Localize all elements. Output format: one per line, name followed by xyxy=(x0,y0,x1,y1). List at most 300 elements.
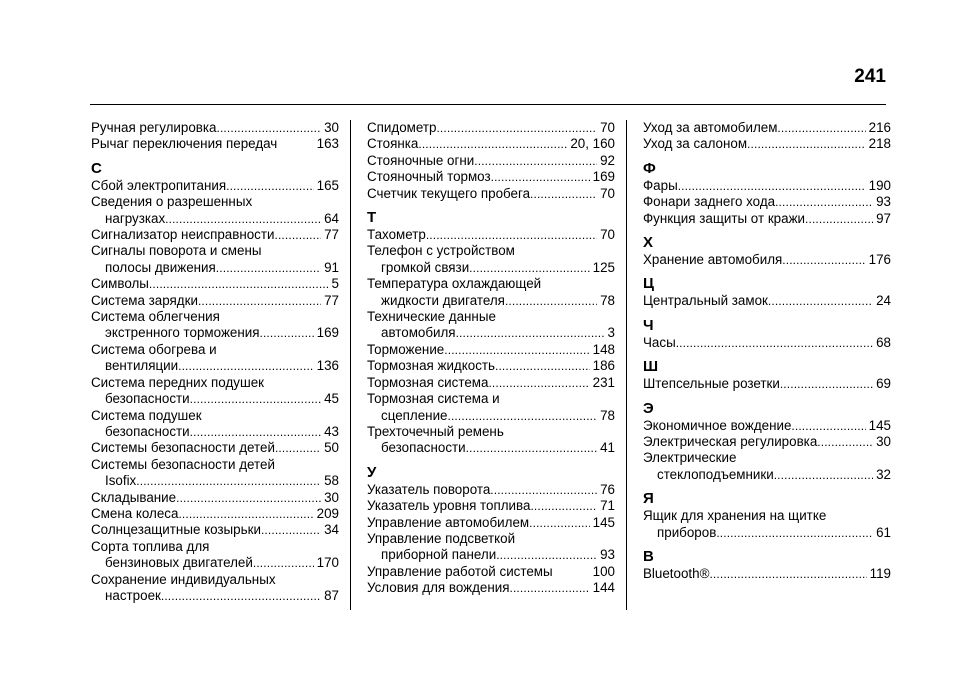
index-entry xyxy=(91,178,339,194)
entry-page: 70 xyxy=(600,120,615,135)
dot-leader xyxy=(217,120,322,136)
entry-term: Трехточечный ремень xyxy=(367,423,504,439)
entry-line xyxy=(367,564,615,580)
entry-term: Сбой электропитания xyxy=(91,177,227,193)
entry-term: Рычаг переключения передач xyxy=(91,136,278,152)
entry-term: Символы xyxy=(91,276,149,292)
index-entry xyxy=(643,566,891,582)
entry-term: приборов xyxy=(657,524,717,540)
entry-page: 119 xyxy=(869,566,891,582)
dot-leader xyxy=(780,376,873,392)
entry-page: 43 xyxy=(324,423,339,439)
entry-page: 70 xyxy=(600,227,615,243)
entry-page: 71 xyxy=(600,498,615,514)
entry-page: 231 xyxy=(592,374,615,390)
entry-page: 87 xyxy=(324,587,339,603)
index-entry xyxy=(91,506,339,522)
entry-line xyxy=(643,178,891,194)
entry-line xyxy=(91,227,339,243)
section-letter: У xyxy=(367,463,377,481)
entry-page: 77 xyxy=(324,292,339,308)
entry-term: Экономичное вождение xyxy=(643,417,792,433)
dot-leader xyxy=(259,325,313,341)
entry-line xyxy=(91,457,339,473)
section-letter: Ф xyxy=(643,159,656,177)
entry-term: Условия для вождения xyxy=(367,580,510,596)
entry-page: 186 xyxy=(592,358,615,374)
index-entry xyxy=(367,515,615,531)
entry-term: бензиновых двигателей xyxy=(105,555,253,571)
entry-line xyxy=(91,490,339,506)
entry-line xyxy=(367,260,615,276)
entry-line xyxy=(367,309,615,325)
entry-page: 148 xyxy=(592,341,615,357)
dot-leader xyxy=(775,194,873,210)
entry-page: 30 xyxy=(324,489,339,505)
index-entry xyxy=(367,580,615,596)
entry-line xyxy=(643,418,891,434)
dot-leader xyxy=(190,424,321,440)
entry-page: 218 xyxy=(868,136,891,152)
entry-line xyxy=(367,227,615,243)
entry-line xyxy=(367,169,615,185)
index-entry xyxy=(91,522,339,538)
entry-page: 93 xyxy=(876,194,891,210)
section-letter: Ц xyxy=(643,275,654,293)
entry-term: Электрическая регулировка xyxy=(643,434,818,450)
entry-line xyxy=(643,434,891,450)
entry-term: Уход за салоном xyxy=(643,136,748,152)
entry-term: Функция защиты от кражи xyxy=(643,210,806,226)
entry-page: 165 xyxy=(316,177,339,193)
entry-line xyxy=(91,243,339,259)
dot-leader xyxy=(448,408,598,424)
entry-term: Телефон с устройством xyxy=(367,243,515,259)
index-entry xyxy=(367,564,615,580)
section-letter: Ч xyxy=(643,316,654,334)
entry-term: Тормозная система xyxy=(367,374,489,390)
entry-term: Isofix xyxy=(105,473,137,489)
entry-term: Система обогрева и xyxy=(91,341,217,357)
entry-term: Система подушек xyxy=(91,407,202,423)
entry-line xyxy=(367,186,615,202)
index-entry xyxy=(91,194,339,227)
entry-line xyxy=(91,506,339,522)
section-letter: Я xyxy=(643,490,654,508)
index-entry xyxy=(91,309,339,342)
entry-line xyxy=(367,424,615,440)
entry-term: Указатель поворота xyxy=(367,481,491,497)
index-entry xyxy=(643,293,891,309)
entry-term: полосы движения xyxy=(105,259,216,275)
entry-line xyxy=(367,358,615,374)
entry-line xyxy=(91,522,339,538)
entry-term: вентиляции xyxy=(105,358,179,374)
entry-term: Система облегчения xyxy=(91,309,220,325)
header-rule xyxy=(90,104,886,105)
entry-term: Часы xyxy=(643,334,676,350)
dot-leader xyxy=(176,490,321,506)
section-letter: С xyxy=(91,159,102,177)
entry-line xyxy=(643,508,891,524)
entry-line xyxy=(367,547,615,563)
entry-page: 30 xyxy=(324,120,339,135)
dot-leader xyxy=(488,375,589,391)
index-column-1 xyxy=(91,120,339,604)
index-entry xyxy=(91,342,339,375)
entry-term: Стояночный тормоз xyxy=(367,169,491,185)
entry-term: Стояночные огни xyxy=(367,152,475,168)
index-entry xyxy=(643,252,891,268)
index-entry xyxy=(367,498,615,514)
entry-term: Технические данные xyxy=(367,309,496,325)
index-entry xyxy=(643,178,891,194)
dot-leader xyxy=(261,522,321,538)
index-entry xyxy=(643,508,891,541)
dot-leader xyxy=(491,169,590,185)
entry-term: Электрические xyxy=(643,450,737,466)
entry-term: приборной панели xyxy=(381,547,497,563)
section-letter: Т xyxy=(367,209,377,227)
index-entry xyxy=(367,227,615,243)
entry-page: 61 xyxy=(876,524,891,540)
entry-line xyxy=(643,120,891,136)
dot-leader xyxy=(474,153,597,169)
index-column-2 xyxy=(367,120,615,597)
dot-leader xyxy=(426,227,597,243)
entry-term: Смена колеса xyxy=(91,505,179,521)
entry-line xyxy=(367,580,615,596)
entry-term: Ручная регулировка xyxy=(91,120,217,135)
entry-line xyxy=(91,391,339,407)
entry-page: 216 xyxy=(868,120,891,135)
entry-line xyxy=(367,342,615,358)
dot-leader xyxy=(418,136,567,152)
entry-page: 5 xyxy=(331,276,339,292)
entry-term: Системы безопасности детей xyxy=(91,456,275,472)
entry-line xyxy=(367,440,615,456)
entry-line xyxy=(91,276,339,292)
index-entry xyxy=(91,243,339,276)
index-entry xyxy=(91,227,339,243)
index-entry xyxy=(91,572,339,605)
entry-line xyxy=(643,293,891,309)
entry-term: Системы безопасности детей xyxy=(91,440,275,456)
index-entry xyxy=(91,408,339,441)
entry-term: Сорта топлива для xyxy=(91,538,210,554)
dot-leader xyxy=(190,391,321,407)
entry-page: 163 xyxy=(316,136,339,152)
section-letter: B xyxy=(643,548,654,566)
dot-leader xyxy=(530,498,597,514)
entry-term: Указатель уровня топлива xyxy=(367,498,531,514)
index-entry xyxy=(91,539,339,572)
entry-term: стеклоподъемники xyxy=(657,466,774,482)
entry-page: 170 xyxy=(316,555,339,571)
dot-leader xyxy=(777,120,865,136)
entry-line xyxy=(91,342,339,358)
entry-term: автомобиля xyxy=(381,325,456,341)
index-entry xyxy=(367,482,615,498)
section-letter: Х xyxy=(643,234,654,252)
entry-line xyxy=(367,243,615,259)
dot-leader xyxy=(509,580,589,596)
entry-line xyxy=(367,293,615,309)
entry-line xyxy=(643,252,891,268)
entry-term: безопасности xyxy=(105,391,190,407)
index-entry xyxy=(91,490,339,506)
entry-line xyxy=(643,467,891,483)
entry-term: Управление автомобилем xyxy=(367,514,530,530)
entry-line xyxy=(643,376,891,392)
entry-line xyxy=(91,473,339,489)
entry-line xyxy=(367,120,615,136)
entry-page: 45 xyxy=(324,391,339,407)
page-number: 241 xyxy=(854,66,886,87)
entry-term: Уход за автомобилем xyxy=(643,120,778,135)
entry-page: 32 xyxy=(876,466,891,482)
index-entry xyxy=(367,358,615,374)
entry-term: Сигнализатор неисправности xyxy=(91,227,275,243)
entry-page: 68 xyxy=(876,334,891,350)
index-entry xyxy=(91,293,339,309)
dot-leader xyxy=(678,178,866,194)
entry-term: Сведения о разрешенных xyxy=(91,194,253,210)
entry-term: громкой связи xyxy=(381,259,470,275)
entry-term: Тахометр xyxy=(367,227,426,243)
index-entry xyxy=(91,136,339,152)
entry-page: 50 xyxy=(324,440,339,456)
entry-term: экстренного торможения xyxy=(105,325,260,341)
entry-term: Система передних подушек xyxy=(91,374,265,390)
entry-term: Хранение автомобиля xyxy=(643,252,783,268)
entry-page: 100 xyxy=(592,563,615,579)
index-entry xyxy=(91,440,339,456)
entry-term: Торможение xyxy=(367,341,445,357)
entry-line xyxy=(643,211,891,227)
entry-page: 136 xyxy=(316,358,339,374)
entry-term: Спидометр xyxy=(367,120,437,135)
index-entry xyxy=(643,335,891,351)
index-entry xyxy=(91,457,339,490)
entry-line xyxy=(367,325,615,341)
dot-leader xyxy=(805,211,873,227)
entry-line xyxy=(91,309,339,325)
entry-page: 209 xyxy=(316,505,339,521)
entry-term: настроек xyxy=(105,587,161,603)
entry-line xyxy=(367,136,615,152)
entry-page: 77 xyxy=(324,227,339,243)
dot-leader xyxy=(226,178,314,194)
dot-leader xyxy=(774,467,873,483)
entry-term: безопасности xyxy=(105,423,190,439)
index-entry xyxy=(643,120,891,136)
entry-page: 24 xyxy=(876,293,891,309)
entry-line xyxy=(91,293,339,309)
entry-line xyxy=(367,391,615,407)
entry-term: Складывание xyxy=(91,489,177,505)
index-entry xyxy=(367,276,615,309)
entry-term: Центральный замок xyxy=(643,293,768,309)
entry-line xyxy=(643,525,891,541)
entry-line xyxy=(91,588,339,604)
index-entry xyxy=(91,120,339,136)
index-entry xyxy=(643,450,891,483)
entry-line xyxy=(91,194,339,210)
entry-line xyxy=(91,260,339,276)
entry-line xyxy=(367,408,615,424)
dot-leader xyxy=(178,358,314,374)
entry-term: Тормозная система и xyxy=(367,391,500,407)
dot-leader xyxy=(456,325,605,341)
dot-leader xyxy=(216,260,321,276)
index-entry xyxy=(367,136,615,152)
entry-page: 145 xyxy=(868,417,891,433)
entry-line xyxy=(643,194,891,210)
dot-leader xyxy=(817,434,873,450)
dot-leader xyxy=(165,211,321,227)
entry-line xyxy=(91,211,339,227)
entry-line xyxy=(91,325,339,341)
entry-term: жидкости двигателя xyxy=(381,292,505,308)
entry-page: 70 xyxy=(600,185,615,201)
entry-line xyxy=(91,572,339,588)
dot-leader xyxy=(496,547,597,563)
entry-line xyxy=(367,515,615,531)
entry-page: 169 xyxy=(316,325,339,341)
index-entry xyxy=(91,276,339,292)
entry-line xyxy=(91,555,339,571)
dot-leader xyxy=(768,293,873,309)
entry-page: 92 xyxy=(600,152,615,168)
column-divider xyxy=(626,120,627,610)
entry-page: 125 xyxy=(592,259,615,275)
entry-page: 91 xyxy=(324,259,339,275)
entry-page: 93 xyxy=(600,547,615,563)
dot-leader xyxy=(466,440,597,456)
entry-term: Ящик для хранения на щитке xyxy=(643,508,827,524)
entry-line xyxy=(367,531,615,547)
entry-page: 34 xyxy=(324,522,339,538)
entry-line xyxy=(91,136,339,152)
dot-leader xyxy=(161,588,321,604)
entry-line xyxy=(91,408,339,424)
index-entry xyxy=(643,194,891,210)
entry-line xyxy=(643,566,891,582)
entry-page: 190 xyxy=(868,177,891,193)
entry-page: 64 xyxy=(324,210,339,226)
index-entry xyxy=(367,120,615,136)
entry-term: Температура охлаждающей xyxy=(367,276,542,292)
index-entry xyxy=(367,153,615,169)
dot-leader xyxy=(505,293,597,309)
dot-leader xyxy=(716,525,873,541)
entry-term: Тормозная жидкость xyxy=(367,358,495,374)
entry-page: 58 xyxy=(324,473,339,489)
entry-term: Управление подсветкой xyxy=(367,530,516,546)
index-entry xyxy=(367,169,615,185)
dot-leader xyxy=(469,260,589,276)
entry-line xyxy=(91,120,339,136)
dot-leader xyxy=(275,440,321,456)
dot-leader xyxy=(275,227,322,243)
entry-line xyxy=(91,539,339,555)
entry-page: 3 xyxy=(607,325,615,341)
entry-term: Фары xyxy=(643,177,678,193)
entry-term: Управление работой системы xyxy=(367,563,553,579)
entry-term: Сохранение индивидуальных xyxy=(91,571,276,587)
dot-leader xyxy=(709,566,866,582)
index-entry xyxy=(643,136,891,152)
index-entry xyxy=(367,186,615,202)
index-entry xyxy=(643,211,891,227)
dot-leader xyxy=(529,515,590,531)
entry-line xyxy=(367,153,615,169)
entry-line xyxy=(367,375,615,391)
entry-line xyxy=(91,375,339,391)
dot-leader xyxy=(747,136,866,152)
index-entry xyxy=(643,418,891,434)
entry-line xyxy=(91,424,339,440)
index-entry xyxy=(91,375,339,408)
entry-term: Bluetooth® xyxy=(643,566,710,582)
entry-page: 145 xyxy=(592,514,615,530)
entry-term: Фонари заднего хода xyxy=(643,194,776,210)
entry-term: Система зарядки xyxy=(91,292,198,308)
index-entry xyxy=(367,342,615,358)
dot-leader xyxy=(791,418,865,434)
entry-term: Счетчик текущего пробега xyxy=(367,185,531,201)
index-entry xyxy=(367,531,615,564)
dot-leader xyxy=(444,342,589,358)
entry-page: 30 xyxy=(876,434,891,450)
dot-leader xyxy=(178,506,313,522)
entry-term: безопасности xyxy=(381,440,466,456)
entry-term: Стоянка xyxy=(367,136,419,152)
entry-page: 20, 160 xyxy=(570,136,615,152)
entry-line xyxy=(643,335,891,351)
index-entry xyxy=(367,391,615,424)
entry-term: сцепление xyxy=(381,407,448,423)
dot-leader xyxy=(136,473,321,489)
section-letter: Э xyxy=(643,399,654,417)
index-column-3 xyxy=(643,120,891,583)
entry-line xyxy=(91,358,339,374)
dot-leader xyxy=(198,293,321,309)
entry-term: Сигналы поворота и смены xyxy=(91,243,262,259)
entry-page: 144 xyxy=(592,580,615,596)
index-entry xyxy=(367,243,615,276)
entry-page: 78 xyxy=(600,407,615,423)
entry-page: 78 xyxy=(600,292,615,308)
index-entry xyxy=(367,375,615,391)
index-entry xyxy=(643,376,891,392)
dot-leader xyxy=(436,120,597,136)
index-entry xyxy=(367,309,615,342)
column-divider xyxy=(350,120,351,610)
entry-line xyxy=(643,136,891,152)
dot-leader xyxy=(490,482,597,498)
dot-leader xyxy=(495,358,590,374)
dot-leader xyxy=(149,276,329,292)
dot-leader xyxy=(782,252,865,268)
entry-term: нагрузках xyxy=(105,210,166,226)
dot-leader xyxy=(530,186,597,202)
entry-line xyxy=(367,482,615,498)
entry-page: 97 xyxy=(876,210,891,226)
dot-leader xyxy=(676,335,873,351)
entry-page: 41 xyxy=(600,440,615,456)
